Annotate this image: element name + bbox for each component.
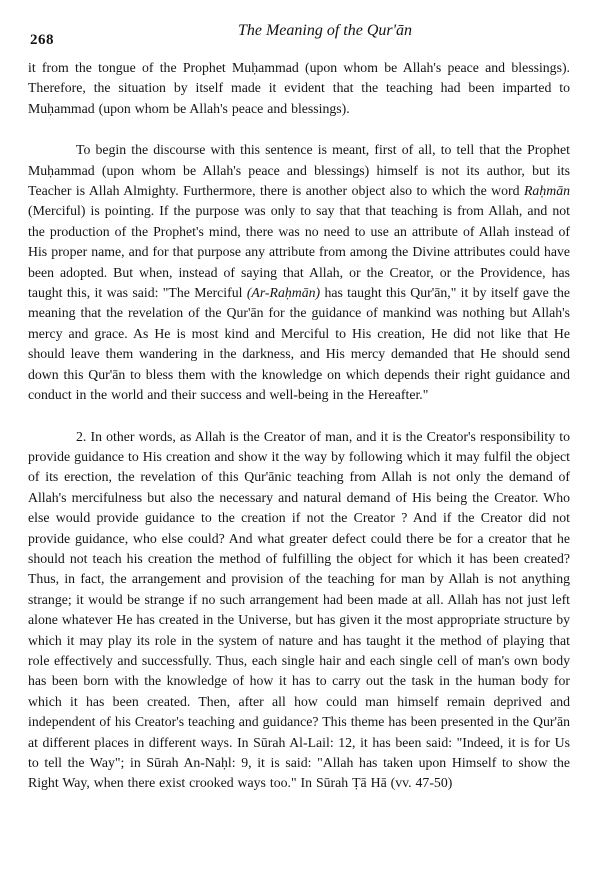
paragraph-text: (Merciful) is pointing. If the purpose was only to say that that teaching is from Allah, and not the production of the Prophet's mind, there was no need to use an attribute of Allah instead of His proper name, and for that purpose any attribute from among the Divine attributes could have been adopted. But when, instead of saying that Allah, or the Creator, or the Providence, has taught this, it was said: "The Merciful — [28, 203, 570, 301]
running-title: The Meaning of the Qur'ān — [237, 22, 413, 39]
paragraph-text: To begin the discourse with this sentence is meant, first of all, to tell that the Prophet Muḥammad (upon whom be Allah's peace and blessings) himself is not its author, but its Teacher is Allah Almighty. Furthermore, there is another object also to which the word — [28, 142, 570, 199]
paragraph-continued: it from the tongue of the Prophet Muḥammad (upon whom be Allah's peace and blessings). Therefore, the situation by itself made it evident that the teaching had been imparted to Muḥammad (upon whom be Allah's peace and blessings). — [28, 60, 570, 116]
page-body — [28, 58, 570, 794]
paragraph-note-2: 2. In other words, as Allah is the Creator of man, and it is the Creator's responsibility to provide guidance to His creation and show it the way by following which it may fulfil the object of its erection, the revelation of this Qur'ānic teaching from Allah is not only the demand of Allah's mercifulness but also the necessary and natural demand of His being the Creator. Who else would provide guidance to the creation if not the Creator ? And if the Creator did not provide guidance, who else could? And what greater defect could there be for a creator that he should not teach his creation the method of fulfilling the object for which it has been created? Thus, in fact, the arrangement and provision of the teaching for man by Allah is not anything strange; it would be strange if no such arrangement had been made at all. Allah has not just left alone whatever He has created in the Universe, but has given it the most appropriate structure by which it may play its role in the system of nature and has taught it the method of playing that role effectively and successfully. Thus, each single hair and each single cell of man's own body has been born with the knowledge of how it has to carry out the task in the human body for which it has been created. Then, after all how could man himself remain deprived and independent of his Creator's teaching and guidance? This theme has been presented in the Qur'ān at different places in different ways. In Sūrah Al-Lail: 12, it has been said: "Indeed, it is for Us to tell the Way"; in Sūrah An-Naḥl: 9, it is said: "Allah has taken upon Himself to show the Right Way, when there exist crooked ways too." In Sūrah Ṭā Hā (vv. 47-50) — [28, 428, 570, 791]
paragraph-discourse — [28, 140, 570, 405]
term-rahman: Raḥmān — [524, 183, 570, 199]
page-number: 268 — [30, 32, 54, 48]
paragraph-text: has taught this Qur'ān," it by itself gave the meaning that the revelation of the Qur'ān for the guidance of mankind was nothing but Allah's mercy and grace. As He is most kind and Merciful to His creation, He did not like that He should leave them wandering in the darkness, and His mercy demanded that He should send down this Qur'ān to bless them with the knowledge on which depends their right guidance and conduct in the world and their success and well-being in the Hereafter." — [28, 285, 571, 403]
page-header — [0, 22, 600, 50]
term-ar-rahman: (Ar-Raḥmān) — [246, 285, 321, 301]
